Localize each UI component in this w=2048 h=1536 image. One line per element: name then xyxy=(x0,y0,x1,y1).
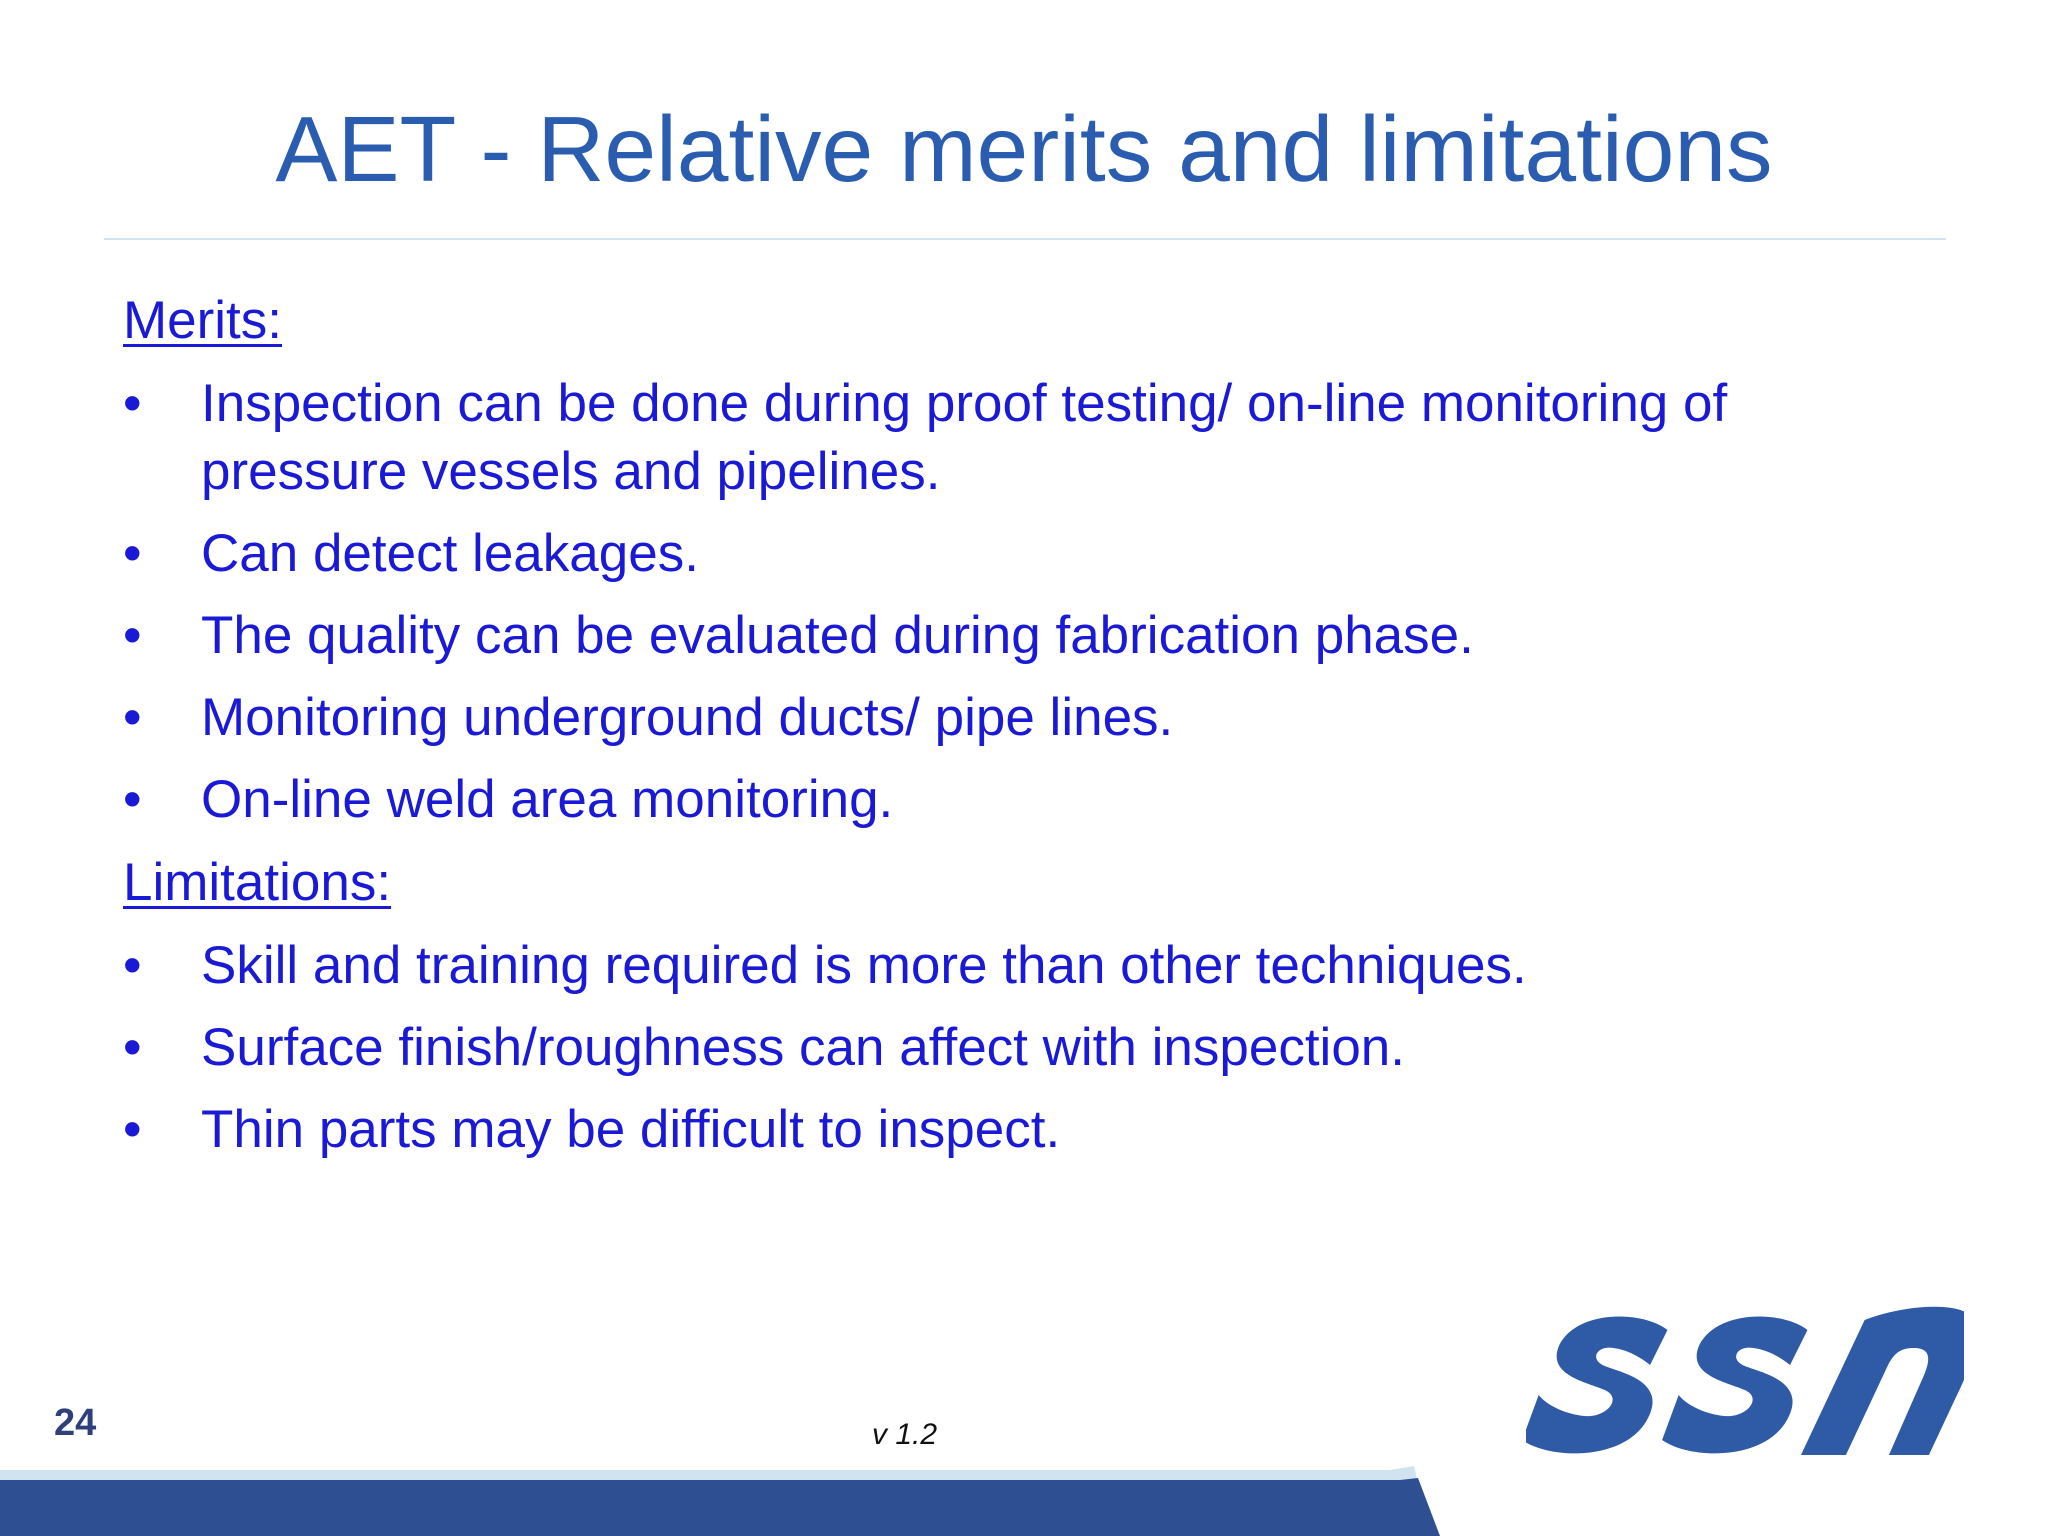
merit-item-2: • Can detect leakages. xyxy=(123,520,1883,588)
slide-title: AET - Relative merits and limitations xyxy=(275,97,1773,201)
limitations-heading: Limitations: xyxy=(123,853,392,912)
version-label: v 1.2 xyxy=(872,1418,938,1451)
page-number: 24 xyxy=(54,1402,97,1444)
limitation-item-3: • Thin parts may be difficult to inspect. xyxy=(123,1096,1883,1164)
ssn-logo-icon xyxy=(1526,1290,1964,1480)
title-divider xyxy=(104,238,1946,240)
limitation-item-1: • Skill and training required is more than other techniques. xyxy=(123,932,1883,1000)
merit-item-1: • Inspection can be done during proof testing/ on-line monitoring of pressure vessels and pipelines. xyxy=(123,370,1883,506)
merit-item-5: • On-line weld area monitoring. xyxy=(123,766,1883,834)
limitation-item-2: • Surface finish/roughness can affect with inspection. xyxy=(123,1014,1883,1082)
merit-item-3: • The quality can be evaluated during fabrication phase. xyxy=(123,602,1883,670)
merits-heading: Merits: xyxy=(123,291,282,350)
footer-band xyxy=(0,1466,2048,1536)
merit-item-4: • Monitoring underground ducts/ pipe lines. xyxy=(123,684,1883,752)
slide-content xyxy=(123,286,1883,1178)
